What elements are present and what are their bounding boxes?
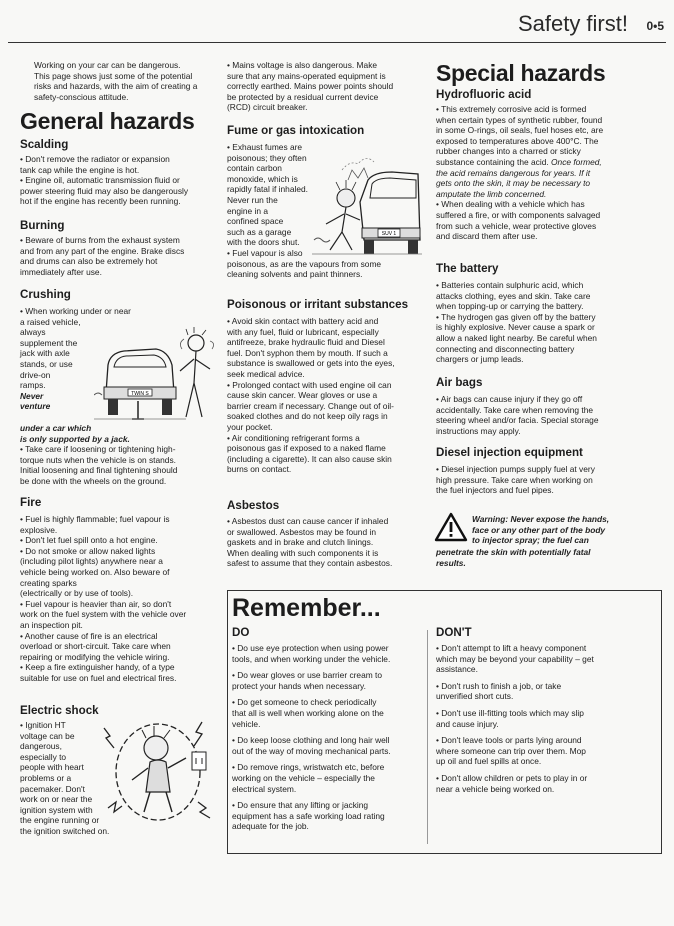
text-line: (electrically or by use of tools).: [20, 588, 134, 599]
text-line: sure that any mains-operated equipment is: [227, 70, 386, 81]
text-line: with the doors shut.: [227, 237, 300, 248]
text-line: confined space: [227, 216, 284, 227]
special-hazards-title: Special hazards: [436, 60, 606, 86]
text-line: always: [20, 327, 46, 338]
text-line: when certain types of synthetic rubber, found: [436, 114, 603, 125]
text-line: cause skin cancer. Wear gloves or use a: [227, 390, 378, 401]
dont-list: [436, 643, 656, 794]
list-item: [232, 762, 422, 794]
italic-line: gets onto the skin, it may be necessary to: [436, 178, 591, 189]
text-line: (including pilot lights) anywhere near a: [20, 556, 163, 567]
text-line: and from any part of the engine. Brake discs: [20, 245, 185, 256]
text-line: • Asbestos dust can cause cancer if inhaled: [227, 516, 389, 526]
text-line: ramps.: [20, 380, 46, 391]
text-line: the ignition switched on.: [20, 825, 110, 836]
text-line: • Don't remove the radiator or expansion: [20, 154, 170, 164]
text-line: voltage can be: [20, 730, 75, 741]
text-line: substance containing the acid.: [436, 156, 549, 167]
italic-line: Once formed,: [551, 156, 602, 167]
text-line: • Air bags can cause injury if they go off: [436, 394, 583, 404]
warning-line: face or any other part of the body: [472, 524, 606, 535]
text-line: repairing or modifying the vehicle wiring.: [20, 651, 170, 662]
car-plate-text: SUV 1: [381, 231, 397, 237]
diesel-heading: Diesel injection equipment: [436, 446, 583, 459]
text-line: explosive.: [20, 524, 58, 535]
poisonous-text: [227, 316, 427, 475]
text-line: from such a vehicle, wear protective gloves: [436, 220, 597, 231]
text-line: barrier cream if necessary. Change out of oil-: [227, 400, 394, 411]
fire-heading: Fire: [20, 496, 42, 509]
hydrofluoric-heading: Hydrofluoric acid: [436, 88, 532, 101]
list-item: [232, 670, 422, 691]
burning-heading: Burning: [20, 219, 65, 232]
text-line: • Do remove rings, wristwatch etc, before: [232, 762, 385, 773]
text-line: vehicle.: [232, 718, 261, 729]
text-line: the fuel injectors and fuel pipes.: [436, 485, 554, 496]
warning-line: results.: [436, 557, 466, 568]
scalding-heading: Scalding: [20, 138, 69, 151]
text-line: tools, and when working under the vehicle.: [232, 653, 391, 664]
text-line: contain carbon: [227, 163, 282, 174]
text-line: burns on contact.: [227, 464, 292, 475]
text-line: near a vehicle being worked on.: [436, 783, 555, 794]
text-line: protect your hands when necessary.: [232, 680, 366, 691]
warning-line: is only supported by a jack.: [20, 433, 130, 444]
electric-shock-heading: Electric shock: [20, 704, 99, 717]
text-line: be done with the wheels on the ground.: [20, 475, 167, 486]
text-line: especially to: [20, 751, 67, 762]
text-line: • Mains voltage is also dangerous. Make: [227, 60, 378, 70]
text-line: cleaning solvents and paint thinners.: [227, 269, 363, 280]
text-line: • Don't use ill-fitting tools which may slip: [436, 707, 584, 718]
do-heading: DO: [232, 626, 250, 639]
text-line: working on the vehicle – especially the: [232, 772, 375, 783]
text-line: • Fuel vapour is heavier than air, so don't: [20, 598, 172, 609]
text-line: where someone can trip over them. Mop: [436, 745, 586, 756]
electric-shock-illustration: [98, 708, 218, 836]
text-line: soaked clothes and do not keep oily rags in: [227, 411, 388, 422]
warning-line: under a car which: [20, 423, 92, 433]
text-line: with any fuel, fluid or lubricant, especially: [227, 326, 379, 337]
text-line: when topping-up or carrying the battery.: [436, 301, 584, 312]
text-line: • Diesel injection pumps supply fuel at very: [436, 464, 595, 474]
text-line: tank cap while the engine is hot.: [20, 164, 140, 175]
text-line: immediately after use.: [20, 266, 102, 277]
text-line: people with heart: [20, 762, 84, 773]
text-line: assistance.: [436, 664, 478, 675]
text-line: instructions may apply.: [436, 425, 521, 436]
text-line: drive-on: [20, 369, 51, 380]
text-line: a raised vehicle,: [20, 316, 81, 327]
text-line: rubber changes into a charred or sticky: [436, 146, 581, 157]
text-line: • Exhaust fumes are: [227, 142, 303, 152]
text-line: • Don't attempt to lift a heavy component: [436, 643, 587, 653]
text-line: • Do get someone to check periodically: [232, 697, 377, 708]
text-line: Initial loosening and final tightening should: [20, 465, 178, 476]
poisonous-heading: Poisonous or irritant substances: [227, 298, 409, 311]
text-line: which may be beyond your capability – get: [436, 653, 594, 664]
warning-line: Warning: Never expose the hands,: [472, 514, 610, 524]
text-line: safety-conscious attitude.: [34, 91, 129, 102]
text-line: is highly explosive. Never cause a spark or: [436, 322, 595, 333]
warning-triangle-icon: [434, 512, 468, 542]
text-line: in some O-rings, oil seals, fuel hoses etc, are: [436, 125, 604, 136]
text-line: engine in a: [227, 205, 268, 216]
crushing-heading: Crushing: [20, 288, 71, 301]
warning-line: to injector spray; the fuel can: [472, 535, 589, 546]
header-rule: [8, 42, 666, 43]
text-line: work on or near the: [20, 794, 93, 805]
text-line: steering wheel and/or facia. Special storage: [436, 415, 599, 426]
text-line: • Beware of burns from the exhaust system: [20, 235, 180, 245]
text-line: suffered a fire, or with components salvaged: [436, 209, 601, 220]
page-number: 0•5: [646, 19, 664, 33]
text-line: risks and hazards, with the aim of creating a: [34, 81, 198, 92]
text-line: gaskets and in brake and clutch linings.: [227, 537, 374, 548]
remember-column-divider: [427, 630, 428, 844]
text-line: and drums can also be extremely hot: [20, 256, 158, 267]
text-line: monoxide, which is: [227, 173, 298, 184]
list-item: [436, 708, 656, 729]
general-hazards-title: General hazards: [20, 108, 195, 134]
text-line: • Do wear gloves or use barrier cream to: [232, 670, 383, 681]
text-line: correctly earthed. Mains power points should: [227, 81, 394, 92]
text-line: suitable for use on fuel and electrical fires.: [20, 672, 177, 683]
intro-paragraph: [34, 60, 219, 102]
text-line: • Take care if loosening or tightening high-: [20, 444, 176, 455]
text-line: or swallowed. Asbestos may be found in: [227, 526, 376, 537]
text-line: safest to assume that they contain asbestos.: [227, 558, 393, 569]
text-line: up oil and fuel spills at once.: [436, 756, 542, 767]
text-line: unverified short cuts.: [436, 691, 514, 702]
text-line: Never run the: [227, 194, 278, 205]
text-line: (RCD) circuit breaker.: [227, 102, 308, 113]
text-line: that all is well when working alone on the: [232, 707, 384, 718]
dont-heading: DON'T: [436, 626, 472, 639]
airbags-heading: Air bags: [436, 376, 483, 389]
text-line: substance is swallowed or gets into the eyes,: [227, 358, 395, 369]
text-line: supplement the: [20, 337, 78, 348]
italic-line: amputate the limb concerned.: [436, 188, 547, 199]
battery-heading: The battery: [436, 262, 499, 275]
text-line: overload or short-circuit. Take care when: [20, 641, 171, 652]
page-header-title: Safety first!: [517, 11, 628, 36]
text-line: creating sparks: [20, 577, 77, 588]
fume-heading: Fume or gas intoxication: [227, 124, 365, 137]
text-line: (including a cigarette). It can also cause skin: [227, 453, 392, 464]
italic-line: the acid remains dangerous for years. If it: [436, 167, 591, 178]
scalding-text: [20, 154, 220, 207]
text-line: jack with axle: [20, 348, 70, 359]
text-line: • Don't allow children or pets to play in or: [436, 772, 588, 783]
text-line: • Prolonged contact with used engine oil can: [227, 379, 392, 390]
text-line: poisonous; they often: [227, 152, 307, 163]
text-line: an inspection pit.: [20, 619, 83, 630]
diesel-text: [436, 464, 658, 496]
text-line: stands, or use: [20, 358, 73, 369]
text-line: • Don't rush to finish a job, or take: [436, 680, 562, 691]
warning-line: Never: [20, 390, 44, 401]
text-line: • Do ensure that any lifting or jacking: [232, 800, 369, 811]
text-line: connecting and disconnecting battery: [436, 343, 575, 354]
text-line: attacks clothing, eyes and skin. Take care: [436, 290, 591, 301]
text-line: electrical system.: [232, 783, 297, 794]
text-line: • Do not smoke or allow naked lights: [20, 545, 156, 556]
text-line: fuel. Don't syphon them by mouth. If such a: [227, 347, 388, 358]
airbags-text: [436, 394, 658, 436]
text-line: rapidly fatal if inhaled.: [227, 184, 309, 195]
text-line: • Ignition HT: [20, 720, 66, 730]
text-line: dangerous,: [20, 741, 62, 752]
text-line: • Avoid skin contact with battery acid and: [227, 316, 379, 326]
text-line: your pocket.: [227, 421, 273, 432]
exhaust-fumes-illustration: [312, 140, 422, 265]
text-line: accidentally. Take care when removing the: [436, 404, 594, 415]
text-line: and discard them after use.: [436, 231, 538, 242]
diesel-warning-head: [472, 514, 658, 546]
mains-voltage-text: [227, 60, 427, 113]
burning-text: [20, 235, 220, 277]
text-line: • Fuel is highly flammable; fuel vapour is: [20, 514, 170, 524]
text-line: torque nuts when the vehicle is on stands.: [20, 454, 176, 465]
text-line: be protected by a residual current device: [227, 91, 379, 102]
text-line: high pressure. Take care when working on: [436, 474, 593, 485]
text-line: hot if the engine has recently been running.: [20, 196, 181, 207]
text-line: antifreeze, brake hydraulic fluid and Diesel: [227, 337, 385, 348]
text-line: chargers or jump leads.: [436, 354, 524, 365]
text-line: • Batteries contain sulphuric acid, which: [436, 280, 584, 290]
text-line: allow a naked light nearby. Be careful when: [436, 332, 597, 343]
text-line: poisonous, as are the vapours from some: [227, 258, 382, 269]
crushing-warning-tail: [20, 423, 220, 487]
text-line: • When working under or near: [20, 306, 131, 316]
text-line: • Engine oil, automatic transmission fluid or: [20, 175, 180, 186]
list-item: [436, 773, 656, 794]
text-line: • Do use eye protection when using power: [232, 643, 389, 653]
text-line: seek medical advice.: [227, 368, 305, 379]
list-item: [232, 735, 422, 756]
text-line: When dealing with such components it is: [227, 547, 379, 558]
text-line: • Fuel vapour is also: [227, 247, 303, 258]
text-line: exposed to temperatures above 400°C. The: [436, 135, 599, 146]
text-line: equipment has a safe working load rating: [232, 810, 385, 821]
hydrofluoric-text: [436, 104, 658, 242]
text-line: problems or a: [20, 772, 72, 783]
text-line: This page shows just some of the potential: [34, 70, 193, 81]
raised-car-illustration: [94, 325, 222, 425]
text-line: adequate for the job.: [232, 821, 309, 832]
text-line: the engine running or: [20, 815, 100, 826]
text-line: such as a garage: [227, 226, 292, 237]
text-line: work on the fuel system with the vehicle over: [20, 609, 187, 620]
diesel-warning-tail: [436, 547, 658, 568]
text-line: ignition system with: [20, 804, 93, 815]
text-line: • When dealing with a vehicle which has: [436, 199, 585, 210]
text-line: • This extremely corrosive acid is formed: [436, 104, 587, 114]
text-line: • Don't let fuel spill onto a hot engine.: [20, 535, 158, 546]
list-item: [232, 697, 422, 729]
text-line: • Keep a fire extinguisher handy, of a type: [20, 662, 175, 673]
list-item: [232, 800, 422, 832]
asbestos-text: [227, 516, 427, 569]
list-item: [232, 643, 422, 664]
fire-text: [20, 514, 220, 684]
text-line: • Do keep loose clothing and long hair well: [232, 735, 390, 746]
text-line: poisonous gas if exposed to a naked flame: [227, 443, 386, 454]
text-line: power steering fluid may also be dangerously: [20, 185, 189, 196]
battery-text: [436, 280, 658, 365]
asbestos-heading: Asbestos: [227, 499, 280, 512]
car-plate-text: TWIN S: [131, 391, 149, 397]
list-item: [436, 735, 656, 767]
warning-line: penetrate the skin with potentially fatal: [436, 547, 591, 557]
text-line: vehicle being worked on. Also beware of: [20, 566, 170, 577]
text-line: Working on your car can be dangerous.: [34, 60, 181, 70]
text-line: out of the way of moving mechanical parts.: [232, 745, 391, 756]
text-line: • The hydrogen gas given off by the battery: [436, 311, 596, 322]
text-line: • Another cause of fire is an electrical: [20, 630, 158, 641]
do-list: [232, 643, 422, 832]
text-line: • Don't leave tools or parts lying around: [436, 735, 582, 746]
text-line: pacemaker. Don't: [20, 783, 85, 794]
remember-title: Remember...: [232, 594, 381, 622]
warning-line: venture: [20, 401, 51, 412]
list-item: [436, 643, 656, 675]
list-item: [436, 681, 656, 702]
text-line: and cause injury.: [436, 718, 499, 729]
text-line: • Air conditioning refrigerant forms a: [227, 432, 360, 443]
